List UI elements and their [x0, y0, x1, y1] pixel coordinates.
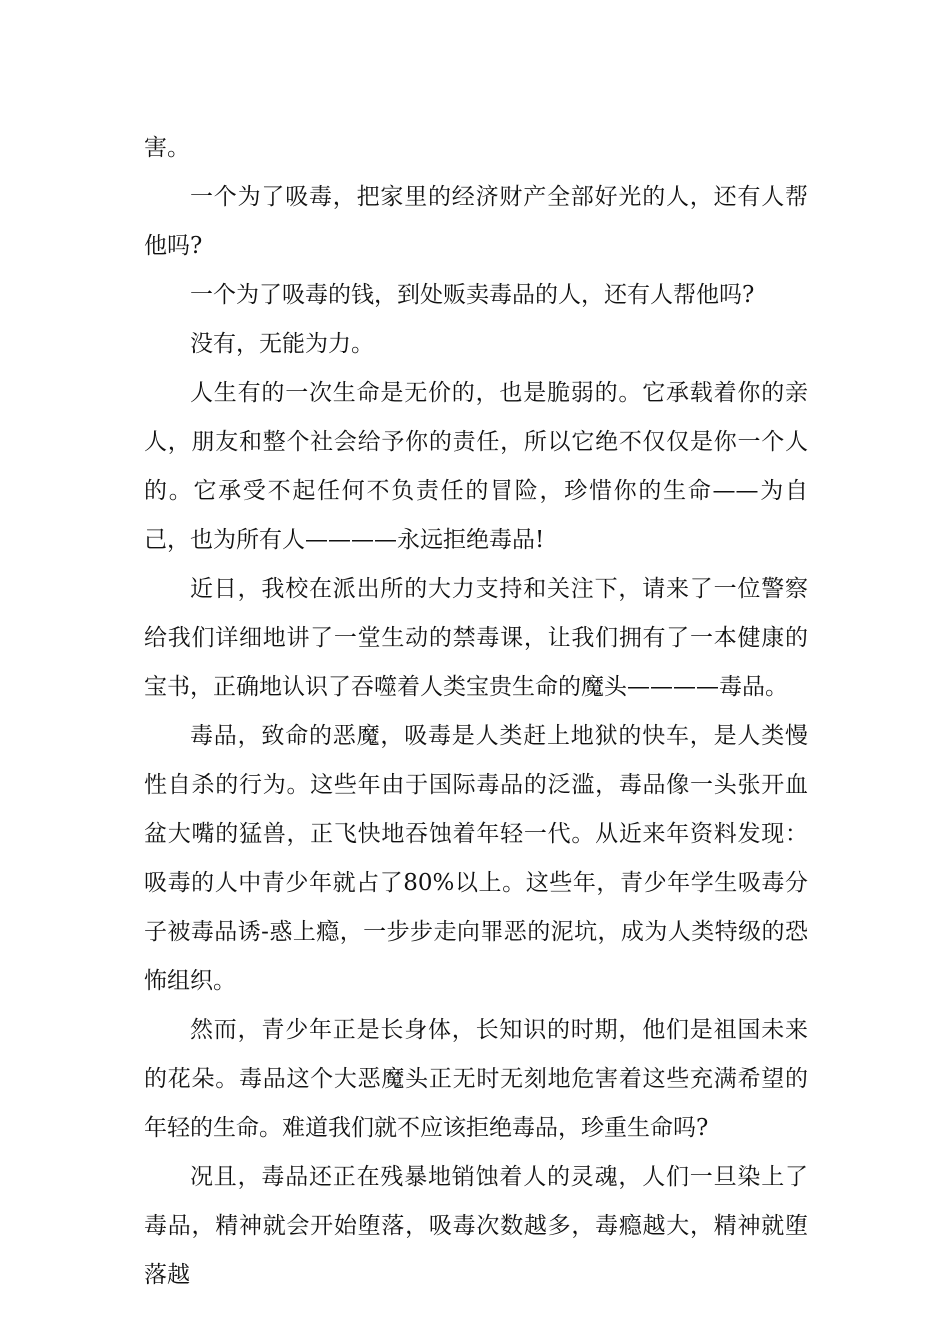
paragraph: 近日，我校在派出所的大力支持和关注下，请来了一位警察给我们详细地讲了一堂生动的禁毒课，让我们拥有了一本健康的宝书，正确地认识了吞噬着人类宝贵生命的魔头————毒品。: [144, 576, 808, 700]
paragraph: 然而，青少年正是长身体，长知识的时期，他们是祖国未来的花朵。毒品这个大恶魔头正无时无刻地危害着这些充满希望的年轻的生命。难道我们就不应该拒绝毒品，珍重生命吗?: [144, 1017, 808, 1141]
paragraph: 况且，毒品还正在残暴地销蚀着人的灵魂，人们一旦染上了毒品，精神就会开始堕落，吸毒次数越多，毒瘾越大，精神就堕落越: [144, 1164, 808, 1288]
paragraph-continuation: 害。: [144, 135, 190, 161]
paragraph: 一个为了吸毒，把家里的经济财产全部好光的人，还有人帮他吗?: [144, 184, 808, 259]
paragraph: 没有，无能为力。: [190, 331, 374, 357]
paragraph: 一个为了吸毒的钱，到处贩卖毒品的人，还有人帮他吗?: [190, 282, 755, 308]
paragraph: 毒品，致命的恶魔，吸毒是人类赶上地狱的快车，是人类慢性自杀的行为。这些年由于国际毒品的泛滥，毒品像一头张开血盆大嘴的猛兽，正飞快地吞蚀着年轻一代。从近来年资料发现：吸毒的人中青少年就占了80%以上。这些年，青少年学生吸毒分子被毒品诱-惑上瘾，一步步走向罪恶的泥坑，成为人类特级的恐怖组织。: [144, 723, 808, 994]
document-body: [144, 124, 808, 1300]
paragraph: 人生有的一次生命是无价的，也是脆弱的。它承载着你的亲人，朋友和整个社会给予你的责任，所以它绝不仅仅是你一个人的。它承受不起任何不负责任的冒险，珍惜你的生命——为自己，也为所有人————永远拒绝毒品!: [144, 380, 808, 553]
